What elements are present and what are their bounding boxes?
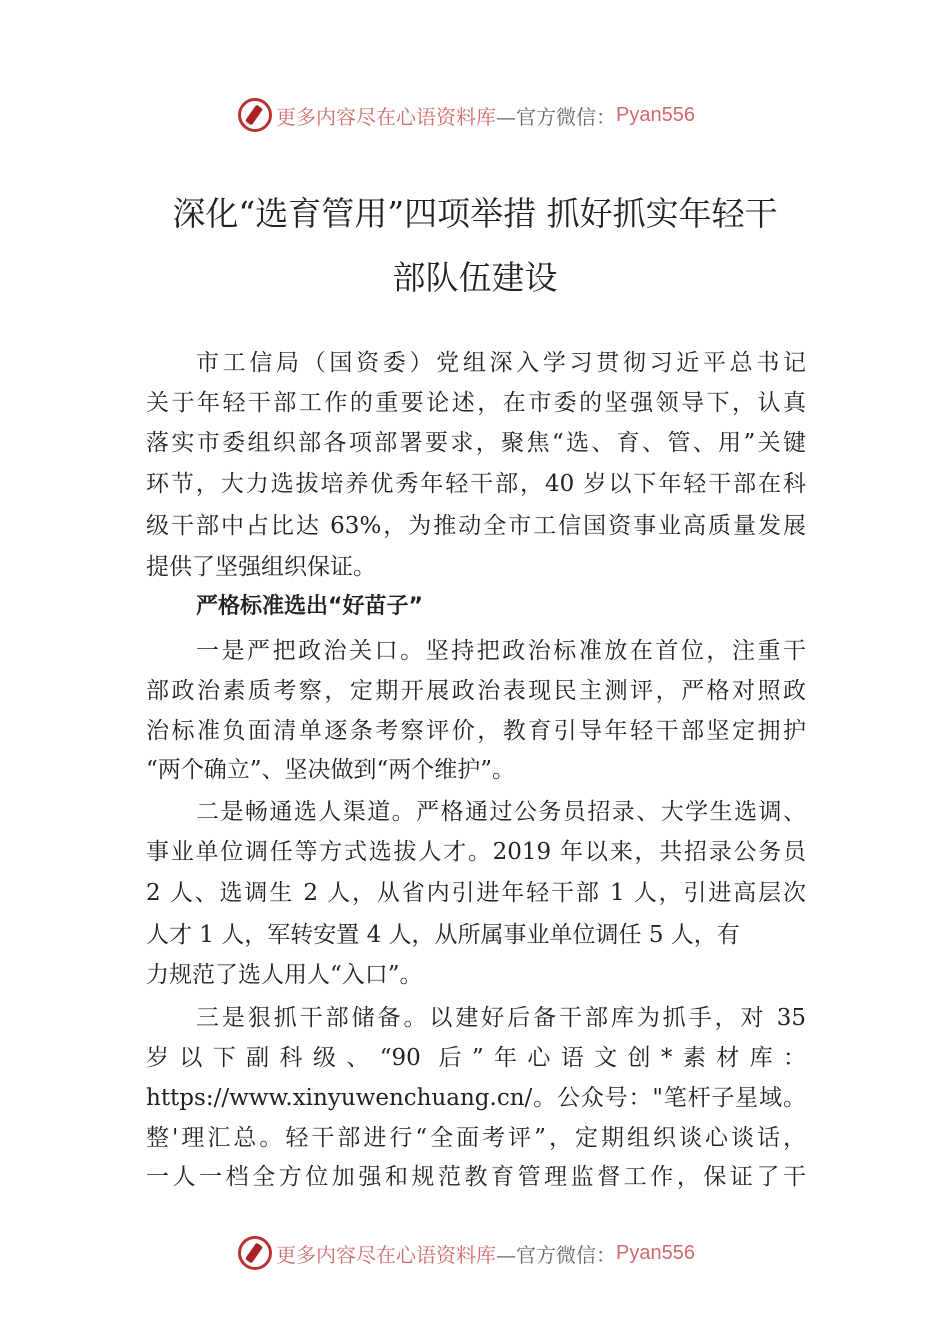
- paragraph-line: 三是狠抓干部储备。以建好后备干部库为抓手，对 35: [196, 1005, 806, 1031]
- watermark-text: 更多内容尽在心语资料库: [276, 1242, 496, 1267]
- paragraph-line: 力规范了选人用人“入口”。: [146, 962, 423, 988]
- paragraph-line: 2 人、选调生 2 人，从省内引进年轻干部 1 人，引进高层次: [146, 880, 806, 906]
- paragraph-line: 一是严把政治关口。坚持把政治标准放在首位，注重干: [196, 638, 806, 664]
- watermark-id: Pyan556: [616, 1241, 695, 1264]
- paragraph-line: 事业单位调任等方式选拔人才。2019 年以来，共招录公务员: [146, 839, 806, 865]
- paragraph-line: 环节，大力选拔培养优秀年轻干部，40 岁以下年轻干部在科: [146, 471, 806, 497]
- paragraph-line: 落实市委组织部各项部署要求，聚焦“选、育、管、用”关键: [146, 430, 806, 456]
- paragraph-line: 人才 1 人，军转安置 4 人，从所属事业单位调任 5 人，有: [146, 922, 740, 948]
- watermark-id: Pyan556: [616, 103, 695, 126]
- pen-logo-icon: [238, 1236, 272, 1270]
- paragraph-line: 整'理汇总。轻干部进行“全面考评”，定期组织谈心谈话，: [146, 1125, 806, 1151]
- watermark-label: —官方微信：: [496, 1242, 616, 1267]
- watermark-footer: [238, 1233, 738, 1273]
- paragraph-line: 治标准负面清单逐条考察评价，教育引导年轻干部坚定拥护: [146, 718, 806, 744]
- paragraph-line: 二是畅通选人渠道。严格通过公务员招录、大学生选调、: [196, 799, 806, 825]
- paragraph-line: 市工信局（国资委）党组深入学习贯彻习近平总书记: [196, 350, 806, 376]
- paragraph-line: 提供了坚强组织保证。: [146, 554, 376, 580]
- paragraph-line: 级干部中占比达 63%，为推动全市工信国资事业高质量发展: [146, 513, 806, 539]
- paragraph-line: 部政治素质考察，定期开展政治表现民主测评，严格对照政: [146, 678, 806, 704]
- watermark-header: [238, 95, 738, 135]
- watermark-text: 更多内容尽在心语资料库: [276, 104, 496, 129]
- paragraph-line: 岁以下副科级、“90 后”年心语文创*素材库：: [146, 1045, 806, 1071]
- watermark-label: —官方微信：: [496, 104, 616, 129]
- paragraph-line: https://www.xinyuwenchuang.cn/。公众号："笔杆子星域。: [146, 1085, 806, 1111]
- paragraph-line: 关于年轻干部工作的重要论述，在市委的坚强领导下，认真: [146, 390, 806, 416]
- doc-title-line1: 深化“选育管用”四项举措 抓好抓实年轻干: [172, 194, 778, 233]
- pen-logo-icon: [238, 98, 272, 132]
- paragraph-line: “两个确立”、坚决做到“两个维护”。: [146, 757, 516, 783]
- paragraph-line: 一人一档全方位加强和规范教育管理监督工作，保证了干: [146, 1164, 806, 1190]
- doc-title-line2: 部队伍建设: [392, 258, 558, 297]
- section-heading: 严格标准选出“好苗子”: [196, 594, 423, 619]
